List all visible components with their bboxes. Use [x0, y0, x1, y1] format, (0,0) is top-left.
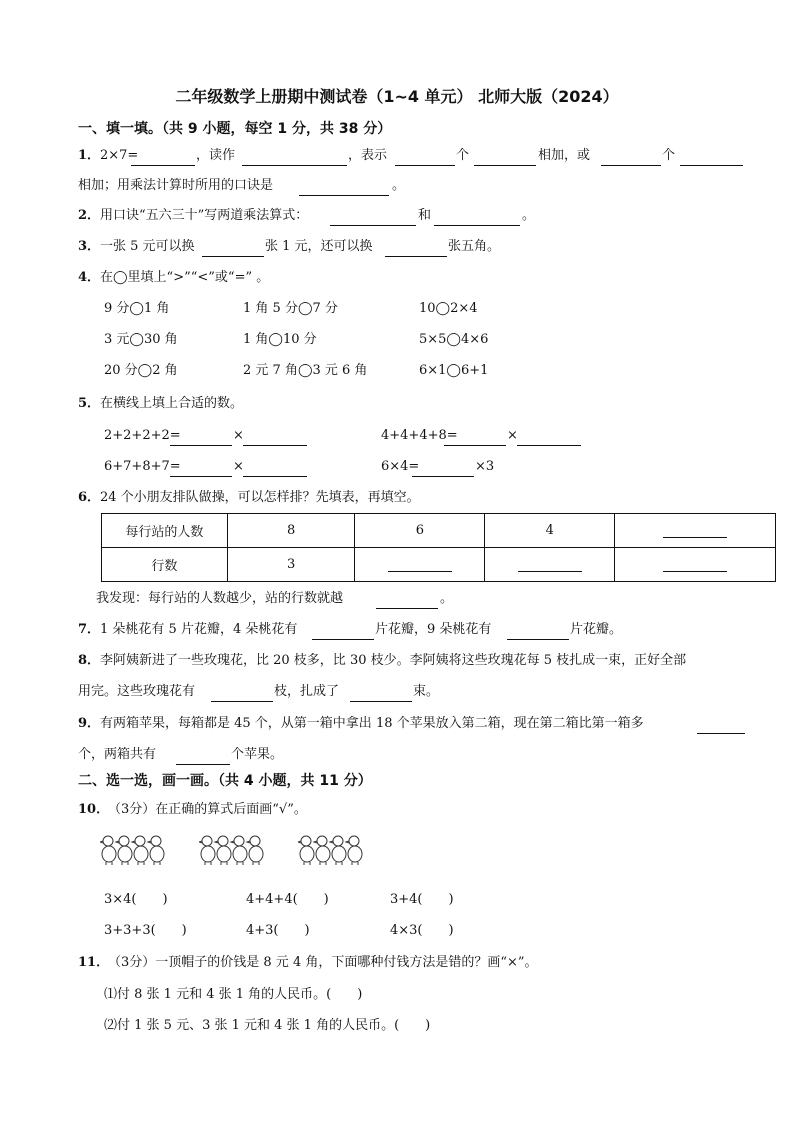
- question-text: 在◯里填上“>”“<”或“=” 。: [100, 270, 270, 285]
- answer-blank[interactable]: [388, 557, 452, 572]
- answer-blank[interactable]: [434, 207, 520, 226]
- expression: 4+4+4+8=: [381, 428, 458, 443]
- section-1-heading: 一、填一填。（共 9 小题，每空 1 分，共 38 分）: [78, 121, 392, 137]
- question-text: 束。: [413, 684, 440, 699]
- times-sign: ×3: [475, 459, 495, 474]
- question-text: 1 朵桃花有 5 片花瓣，4 朵桃花有: [100, 622, 298, 637]
- arrangement-table: [101, 513, 776, 582]
- question-text: 用口诀“五六三十”写两道乘法算式：: [100, 208, 309, 223]
- answer-blank[interactable]: [330, 207, 416, 226]
- answer-blank[interactable]: [412, 458, 474, 477]
- option[interactable]: ⑵付 1 张 5 元、3 张 1 元和 4 张 1 角的人民币。( ): [104, 1018, 431, 1033]
- answer-blank[interactable]: [312, 621, 374, 640]
- question-number: 11．: [78, 955, 110, 970]
- table-cell: 8: [227, 514, 355, 548]
- expression: 2+2+2+2=: [104, 428, 181, 443]
- answer-blank[interactable]: [376, 590, 438, 609]
- question-text: 张五角。: [448, 239, 501, 254]
- option[interactable]: 3×4( ): [104, 892, 168, 907]
- chick-group-icon: [298, 832, 366, 866]
- answer-blank[interactable]: [211, 683, 273, 702]
- answer-blank[interactable]: [176, 746, 230, 765]
- question-text: ，表示: [348, 148, 388, 163]
- question-text: 个苹果。: [231, 747, 284, 762]
- table-cell: 3: [227, 548, 355, 582]
- answer-blank[interactable]: [474, 147, 536, 166]
- table-row: [102, 514, 776, 548]
- answer-blank[interactable]: [697, 715, 745, 734]
- answer-blank[interactable]: [243, 427, 307, 446]
- question-number: 4．: [78, 270, 101, 285]
- question-text: 相加，或: [538, 148, 591, 163]
- table-cell: 6: [355, 514, 485, 548]
- answer-blank[interactable]: [680, 147, 743, 166]
- answer-blank[interactable]: [242, 147, 347, 166]
- answer-blank[interactable]: [601, 147, 661, 166]
- chick-group-icon: [199, 832, 267, 866]
- question-text: 在横线上填上合适的数。: [100, 396, 244, 411]
- answer-blank[interactable]: [202, 238, 264, 257]
- compare-item[interactable]: 2 元 7 角◯3 元 6 角: [243, 363, 368, 378]
- question-text: 有两箱苹果，每箱都是 45 个，从第一箱中拿出 18 个苹果放入第二箱，现在第二箱比第一箱多: [100, 716, 644, 731]
- option[interactable]: 4+4+4( ): [246, 892, 329, 907]
- question-text: 个: [456, 148, 470, 163]
- table-cell-blank[interactable]: [485, 548, 615, 582]
- compare-item[interactable]: 1 角◯10 分: [243, 332, 317, 347]
- question-text: 相加；用乘法计算时所用的口诀是: [78, 178, 274, 193]
- option[interactable]: 4×3( ): [390, 923, 454, 938]
- question-text: 和: [418, 208, 432, 223]
- question-text: 一张 5 元可以换: [100, 239, 195, 254]
- compare-item[interactable]: 6×1◯6+1: [419, 363, 489, 378]
- times-sign: ×: [233, 428, 244, 443]
- answer-blank[interactable]: [385, 238, 447, 257]
- times-sign: ×: [233, 459, 244, 474]
- question-text: （3分）在正确的算式后面画“√”。: [108, 802, 307, 817]
- question-text: 枝，扎成了: [274, 684, 340, 699]
- table-cell: 4: [485, 514, 615, 548]
- question-number: 5．: [78, 396, 101, 411]
- page-title: 二年级数学上册期中测试卷（1~4 单元） 北师大版（2024）: [175, 87, 619, 106]
- question-text: 。: [522, 208, 536, 223]
- question-number: 3．: [78, 239, 101, 254]
- question-text: 个，两箱共有: [78, 747, 157, 762]
- question-text: 2×7=: [100, 148, 139, 163]
- question-number: 9．: [78, 716, 101, 731]
- row-label: 每行站的人数: [102, 514, 228, 548]
- compare-item[interactable]: 5×5◯4×6: [419, 332, 489, 347]
- answer-blank[interactable]: [170, 427, 232, 446]
- question-text: 。: [392, 178, 406, 193]
- option[interactable]: 3+3+3( ): [104, 923, 187, 938]
- question-text: （3分）一顶帽子的价钱是 8 元 4 角，下面哪种付钱方法是错的？画“×”。: [108, 955, 538, 970]
- answer-blank[interactable]: [507, 621, 569, 640]
- finding-text: 。: [440, 591, 454, 606]
- question-number: 6．: [78, 490, 101, 505]
- question-number: 7．: [78, 622, 101, 637]
- times-sign: ×: [507, 428, 518, 443]
- question-text: 个: [662, 148, 676, 163]
- answer-blank[interactable]: [395, 147, 455, 166]
- answer-blank[interactable]: [350, 683, 412, 702]
- answer-blank[interactable]: [444, 427, 506, 446]
- compare-item[interactable]: 20 分◯2 角: [104, 363, 178, 378]
- answer-blank[interactable]: [243, 458, 307, 477]
- question-text: 片花瓣，9 朵桃花有: [375, 622, 492, 637]
- answer-blank[interactable]: [663, 557, 727, 572]
- table-cell-blank[interactable]: [615, 514, 776, 548]
- answer-blank[interactable]: [518, 557, 582, 572]
- answer-blank[interactable]: [517, 427, 581, 446]
- question-text: 24 个小朋友排队做操，可以怎样排？先填表，再填空。: [100, 490, 420, 505]
- question-number: 10．: [78, 802, 110, 817]
- question-text: 用完。这些玫瑰花有: [78, 684, 196, 699]
- option[interactable]: ⑴付 8 张 1 元和 4 张 1 角的人民币。( ): [104, 987, 363, 1002]
- question-number: 1．: [78, 148, 101, 163]
- chick-group-icon: [100, 832, 168, 866]
- expression: 6+7+8+7=: [104, 459, 181, 474]
- expression: 6×4=: [381, 459, 420, 474]
- question-text: 张 1 元，还可以换: [265, 239, 373, 254]
- answer-blank[interactable]: [131, 147, 195, 166]
- compare-item[interactable]: 9 分◯1 角: [104, 301, 170, 316]
- question-text: ，读作: [196, 148, 236, 163]
- question-number: 8．: [78, 653, 101, 668]
- compare-item[interactable]: 3 元◯30 角: [104, 332, 178, 347]
- table-cell-blank[interactable]: [355, 548, 485, 582]
- question-text: 李阿姨新进了一些玫瑰花，比 20 枝多，比 30 枝少。李阿姨将这些玫瑰花每 5 枝扎成一束，正好全部: [100, 653, 687, 668]
- question-number: 2．: [78, 208, 101, 223]
- table-cell-blank[interactable]: [615, 548, 776, 582]
- finding-text: 我发现：每行站的人数越少，站的行数就越: [96, 591, 344, 606]
- question-text: 片花瓣。: [570, 622, 623, 637]
- option[interactable]: 3+4( ): [390, 892, 454, 907]
- answer-blank[interactable]: [299, 177, 389, 196]
- row-label: 行数: [102, 548, 228, 582]
- table-row: [102, 548, 776, 582]
- compare-item[interactable]: 1 角 5 分◯7 分: [243, 301, 338, 316]
- option[interactable]: 4+3( ): [246, 923, 310, 938]
- answer-blank[interactable]: [170, 458, 232, 477]
- compare-item[interactable]: 10◯2×4: [419, 301, 478, 316]
- section-2-heading: 二、选一选，画一画。（共 4 小题，共 11 分）: [78, 773, 372, 789]
- answer-blank[interactable]: [663, 523, 727, 538]
